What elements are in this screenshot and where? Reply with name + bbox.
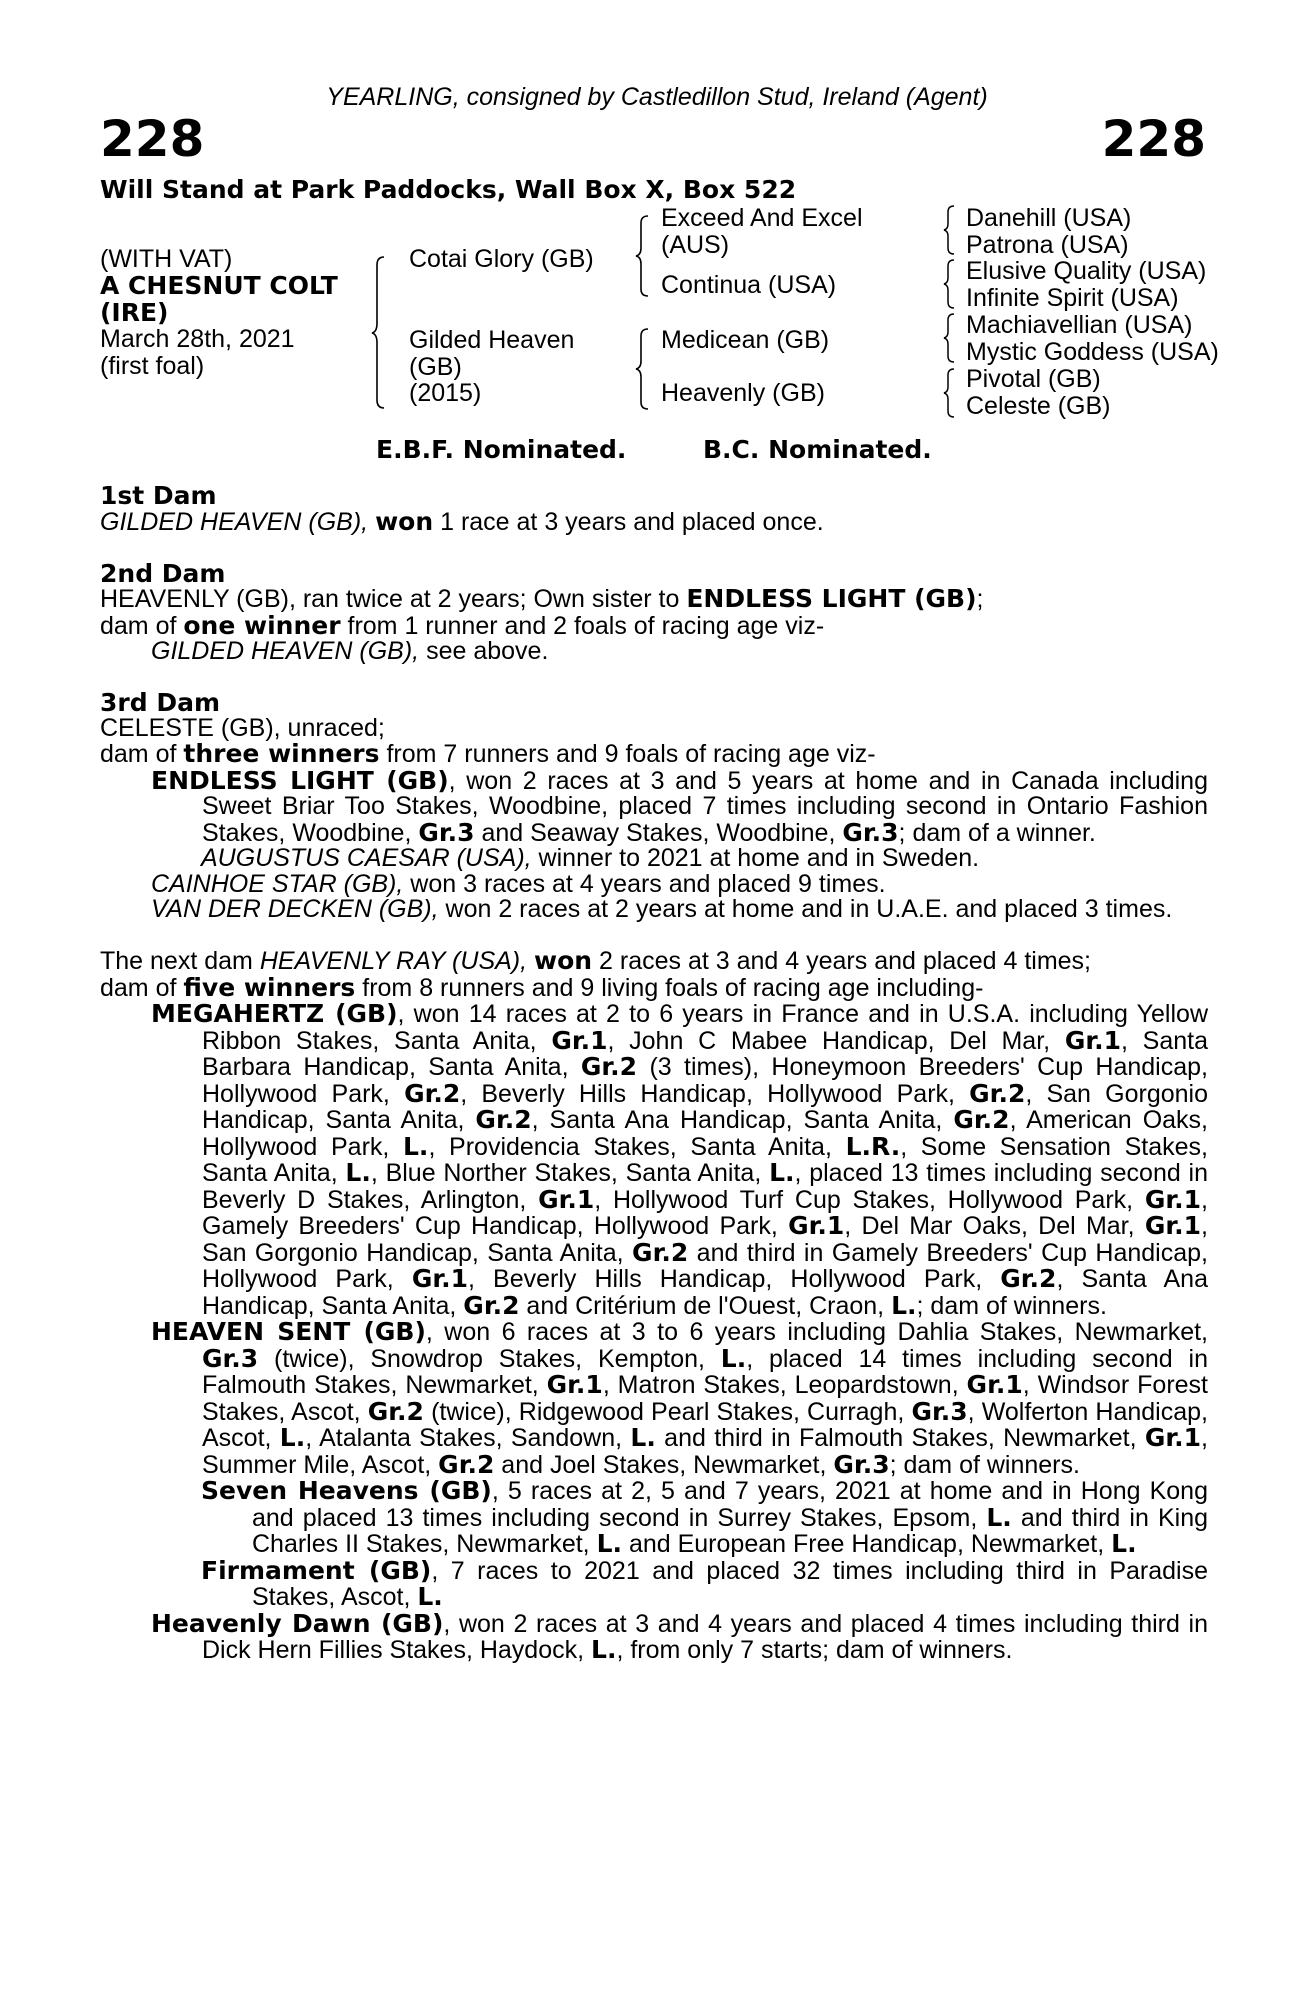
pedigree-dam-line3: (2015) [409, 379, 482, 407]
pedigree-dam-sire: Medicean (GB) [661, 326, 830, 354]
foal-note: (first foal) [100, 352, 205, 380]
second-dam-produce: GILDED HEAVEN (GB), see above. [151, 637, 549, 665]
produce-heaven-sent: HEAVEN SENT (GB), won 6 races at 3 to 6 years including Dahlia Stakes, Newmarket, Gr.3 (twice), Snowdrop Stakes, Kempton, L., placed 14 times including second in Falmouth Stakes, Newmarket, Gr.1, Matron Stakes, Leopardstown, Gr.1, Windsor Forest Stakes, Ascot, Gr.2 (twice), Ridgewood Pearl Stakes, Curragh, Gr.3, Wolferton Handicap, Ascot, L., Atalanta Stakes, Sandown, L. and third in Falmouth Stakes, Newmarket, Gr.1, Summer Mile, Ascot, Gr.2 and Joel Stakes, Newmarket, Gr.3; dam of winners. [151, 1317, 1209, 1479]
produce-augustus-caesar: AUGUSTUS CAESAR (USA), winner to 2021 at home and in Sweden. [201, 844, 980, 872]
pedigree-dam-dam: Heavenly (GB) [661, 379, 825, 407]
ebf-nomination: E.B.F. Nominated. [376, 435, 627, 464]
pedigree-sire: Cotai Glory (GB) [409, 245, 594, 273]
first-dam-heading: 1st Dam [100, 481, 217, 510]
produce-cainhoe-star: CAINHOE STAR (GB), won 3 races at 4 years and placed 9 times. [151, 869, 886, 898]
pedigree-brace-g3-4 [944, 367, 956, 419]
produce-heavenly-dawn: Heavenly Dawn (GB), won 2 races at 3 and 4 years and placed 4 times including third in Dick Hern Fillies Stakes, Haydock, L., from only 7 starts; dam of winners. [151, 1608, 1208, 1664]
horse-name-country: (IRE) [100, 298, 169, 327]
next-dam-line1: The next dam HEAVENLY RAY (USA), won 2 races at 3 and 4 years and placed 4 times; [100, 946, 1091, 975]
pedigree-g3-elusive-quality: Elusive Quality (USA) [966, 257, 1207, 285]
pedigree-g3-patrona: Patrona (USA) [966, 231, 1129, 259]
third-dam-line1: CELESTE (GB), unraced; [100, 713, 385, 742]
pedigree-dam-line1: Gilded Heaven [409, 326, 575, 354]
pedigree-sire-sire-line1: Exceed And Excel [661, 204, 863, 232]
pedigree-brace-g3-3 [944, 312, 956, 364]
first-dam-line: GILDED HEAVEN (GB), won 1 race at 3 years and placed once. [100, 506, 824, 536]
catalogue-body [100, 483, 1208, 1664]
stand-location: Will Stand at Park Paddocks, Wall Box X, Box 522 [100, 175, 797, 204]
lot-number-right: 228 [1101, 110, 1206, 168]
next-dam-line2: dam of five winners from 8 runners and 9 living foals of racing age including- [100, 972, 984, 1002]
second-dam-line2: dam of one winner from 1 runner and 2 foals of racing age viz- [100, 610, 825, 640]
pedigree-g3-mystic-goddess: Mystic Goddess (USA) [966, 338, 1219, 366]
produce-seven-heavens: Seven Heavens (GB), 5 races at 2, 5 and 7 years, 2021 at home and in Hong Kong and placed 13 times including second in Surrey Stakes, Epsom, L. and third in King Charles II Stakes, Newmarket, L. and European Free Handicap, Newmarket, L. [201, 1476, 1209, 1558]
produce-van-der-decken: VAN DER DECKEN (GB), won 2 races at 2 years at home and in U.A.E. and placed 3 times. [151, 895, 1173, 923]
horse-name: A CHESNUT COLT [100, 271, 338, 300]
pedigree-sire-dam: Continua (USA) [661, 271, 837, 299]
pedigree-brace-g3-2 [944, 258, 956, 310]
pedigree-sire-sire-line2: (AUS) [661, 231, 730, 259]
pedigree-brace-sire [636, 214, 650, 298]
vat-note: (WITH VAT) [100, 245, 233, 273]
second-dam-heading: 2nd Dam [100, 558, 226, 588]
pedigree-g3-machiavellian: Machiavellian (USA) [966, 311, 1193, 339]
bc-nomination: B.C. Nominated. [703, 435, 932, 464]
produce-endless-light: ENDLESS LIGHT (GB), won 2 races at 3 and 5 years at home and in Canada including Sweet Briar Too Stakes, Woodbine, placed 7 times including second in Ontario Fashion Stakes, Woodbine, Gr.3 and Seaway Stakes, Woodbine, Gr.3; dam of a winner. [151, 765, 1208, 847]
pedigree-g3-danehill: Danehill (USA) [966, 204, 1132, 232]
second-dam-line1: HEAVENLY (GB), ran twice at 2 years; Own sister to ENDLESS LIGHT (GB); [100, 584, 984, 613]
pedigree-g3-pivotal: Pivotal (GB) [966, 365, 1101, 393]
produce-firmament: Firmament (GB), 7 races to 2021 and placed 32 times including third in Paradise Stakes, Ascot, L. [201, 1555, 1209, 1611]
foaling-date: March 28th, 2021 [100, 325, 295, 353]
pedigree-g3-celeste: Celeste (GB) [966, 392, 1111, 420]
third-dam-line2: dam of three winners from 7 runners and 9 foals of racing age viz- [100, 739, 876, 768]
third-dam-heading: 3rd Dam [100, 688, 220, 717]
pedigree-dam-line2: (GB) [409, 353, 462, 381]
consignment-line: YEARLING, consigned by Castledillon Stud, Ireland (Agent) [326, 83, 988, 111]
lot-number-left: 228 [100, 110, 205, 168]
produce-megahertz: MEGAHERTZ (GB), won 14 races at 2 to 6 years in France and in U.S.A. including Yellow Ribbon Stakes, Santa Anita, Gr.1, John C Mabee Handicap, Del Mar, Gr.1, Santa Barbara Handicap, Santa Anita, Gr.2 (3 times), Honeymoon Breeders' Cup Handicap, Hollywood Park, Gr.2, Beverly Hills Handicap, Hollywood Park, Gr.2, San Gorgonio Handicap, Santa Anita, Gr.2, Santa Ana Handicap, Santa Anita, Gr.2, American Oaks, Hollywood Park, L., Providencia Stakes, Santa Anita, L.R., Some Sensation Stakes, Santa Anita, L., Blue Norther Stakes, Santa Anita, L., placed 13 times including second in Beverly D Stakes, Arlington, Gr.1, Hollywood Turf Cup Stakes, Hollywood Park, Gr.1, Gamely Breeders' Cup Handicap, Hollywood Park, Gr.1, Del Mar Oaks, Del Mar, Gr.1, San Gorgonio Handicap, Santa Anita, Gr.2 and third in Gamely Breeders' Cup Handicap, Hollywood Park, Gr.1, Beverly Hills Handicap, Hollywood Park, Gr.2, Santa Ana Handicap, Santa Anita, Gr.2 and Critérium de l'Ouest, Craon, L.; dam of winners. [151, 999, 1208, 1320]
pedigree-brace-g3-1 [944, 204, 956, 256]
pedigree-brace-main [372, 255, 386, 410]
pedigree-g3-infinite-spirit: Infinite Spirit (USA) [966, 284, 1179, 312]
pedigree-brace-dam [636, 327, 650, 411]
